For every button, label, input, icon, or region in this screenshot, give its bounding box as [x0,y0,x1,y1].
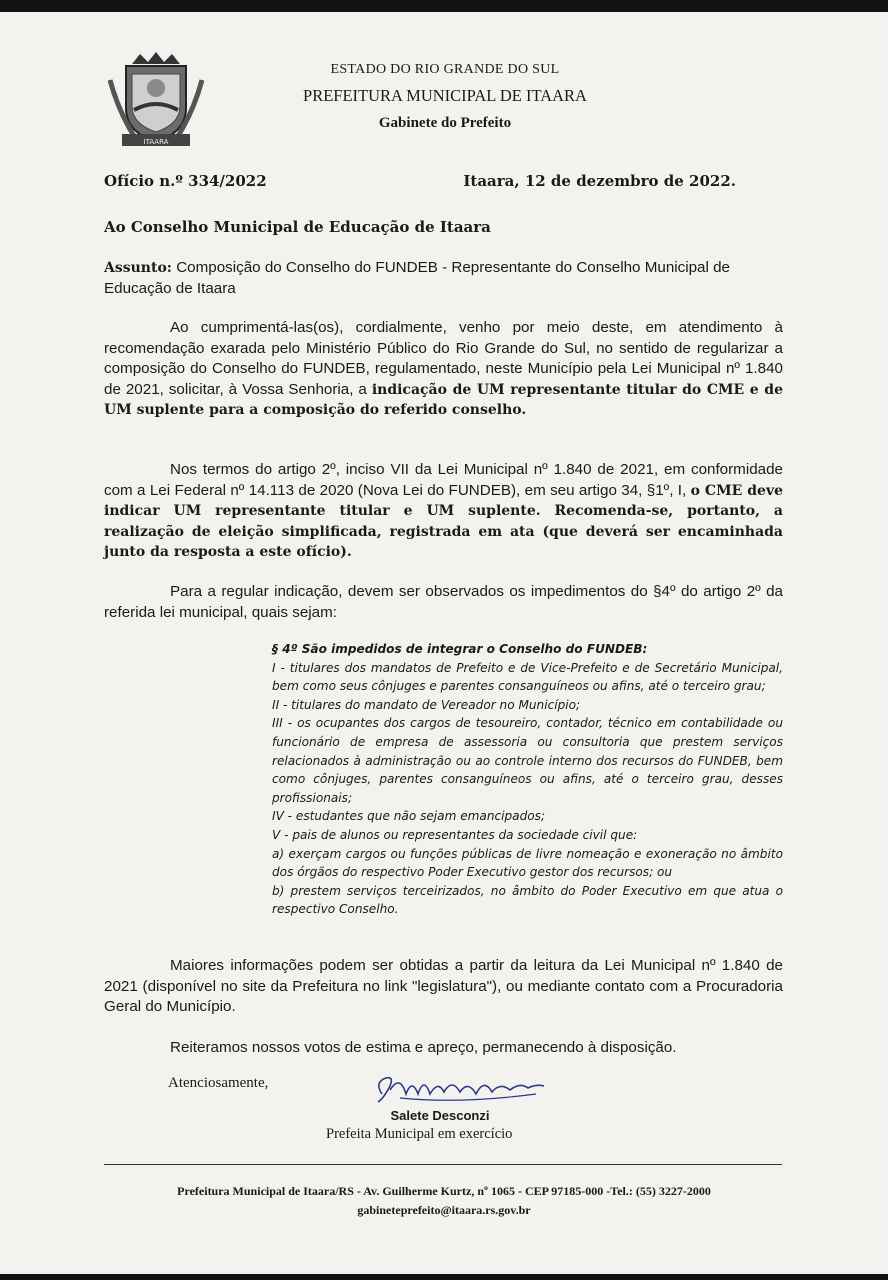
paragraph-2-text: Nos termos do artigo 2º, inciso VII da Lei Municipal nº 1.840 de 2021, em conformidade com a Lei Federal nº 14.113 de 2020 (Nova Lei do FUNDEB), em seu artigo 34, §1º, I, [104,461,783,499]
quote-item: a) exerçam cargos ou funções públicas de livre nomeação e exoneração no âmbito dos órgãos do respectivo Poder Executivo gestor dos recursos; ou [272,846,783,880]
subject-label: Assunto: [104,260,172,276]
quote-item: IV - estudantes que não sejam emancipados; [272,809,546,824]
quote-item: III - os ocupantes dos cargos de tesoureiro, contador, técnico em contabilidade ou funcionário de empresa de assessoria ou consultoria que prestem serviços relacionados à administração ou ao controle interno dos recursos do FUNDEB, bem como cônjuges, parentes consanguíneos ou afins, até o terceiro grau, desses profissionais; [272,716,783,805]
quote-item: V - pais de alunos ou representantes da sociedade civil que: [272,827,638,842]
footer-email: gabineteprefeito@itaara.rs.gov.br [357,1203,531,1217]
subject-text: Composição do Conselho do FUNDEB - Representante do Conselho Municipal de Educação de Itaara [104,259,730,297]
paragraph-1-bold: indicação de UM representante titular do CME e de UM suplente para a composição do referido conselho. [104,381,783,419]
subject-line [104,258,783,299]
closing: Atenciosamente, [168,1075,269,1091]
paragraph-2 [104,460,783,563]
quote-item: II - titulares do mandato de Vereador no Município; [272,697,581,712]
paragraph-1-text: Ao cumprimentá-las(os), cordialmente, venho por meio deste, em atendimento à recomendação exarada pelo Ministério Público do Rio Grande do Sul, no sentido de regularizar a composição do Conselho do FUNDEB, regulamentado, neste Município pela Lei Municipal nº 1.840 de 2021, solicitar, à Vossa Senhoria, a [104,319,783,398]
state-heading: ESTADO DO RIO GRANDE DO SUL [330,62,560,77]
coat-of-arms-icon [104,50,208,150]
paragraph-3: Para a regular indicação, devem ser observados os impedimentos do §4º do artigo 2º da referida lei municipal, quais sejam: [104,583,783,621]
letter-number: Ofício n.º 334/2022 [104,172,267,190]
office-heading: Gabinete do Prefeito [378,115,512,131]
handwritten-signature-icon [360,1064,560,1112]
place-date: Itaara, 12 de dezembro de 2022. [463,172,736,190]
paragraph-1 [104,318,783,421]
paragraph-2-bold: o CME deve indicar UM representante titular e UM suplente. Recomenda-se, portanto, a realização de eleição simplificada, registrada em ata (que deverá ser encaminhada junto da resposta a este ofício). [104,482,783,561]
quote-item: I - titulares dos mandatos de Prefeito e de Vice-Prefeito e de Secretário Municipal, bem como seus cônjuges e parentes consanguíneos ou afins, até o terceiro grau; [272,660,783,694]
paragraph-5: Reiteramos nossos votos de estima e apreço, permanecendo à disposição. [170,1039,677,1056]
law-quote [272,640,783,919]
quote-title: § 4º São impedidos de integrar o Conselho do FUNDEB: [272,642,648,656]
footer-divider [104,1164,782,1165]
footer-address: Prefeitura Municipal de Itaara/RS - Av. Guilherme Kurtz, nº 1065 - CEP 97185-000 -Tel.: (55) 3227-2000 [177,1184,711,1198]
quote-item: b) prestem serviços terceirizados, no âmbito do Poder Executivo em que atua o respectivo Conselho. [272,883,783,917]
letter-page [0,12,888,1274]
city-hall-heading: PREFEITURA MUNICIPAL DE ITAARA [303,86,587,105]
signer-role: Prefeita Municipal em exercício [326,1126,513,1142]
crest-banner-text: ITAARA [143,138,169,146]
paragraph-4: Maiores informações podem ser obtidas a partir da leitura da Lei Municipal nº 1.840 de 2021 (disponível no site da Prefeitura no link "legislatura"), ou mediante contato com a Procuradoria Geral do Município. [104,957,783,1016]
recipient: Ao Conselho Municipal de Educação de Itaara [104,218,491,236]
signer-name: Salete Desconzi [390,1108,490,1123]
